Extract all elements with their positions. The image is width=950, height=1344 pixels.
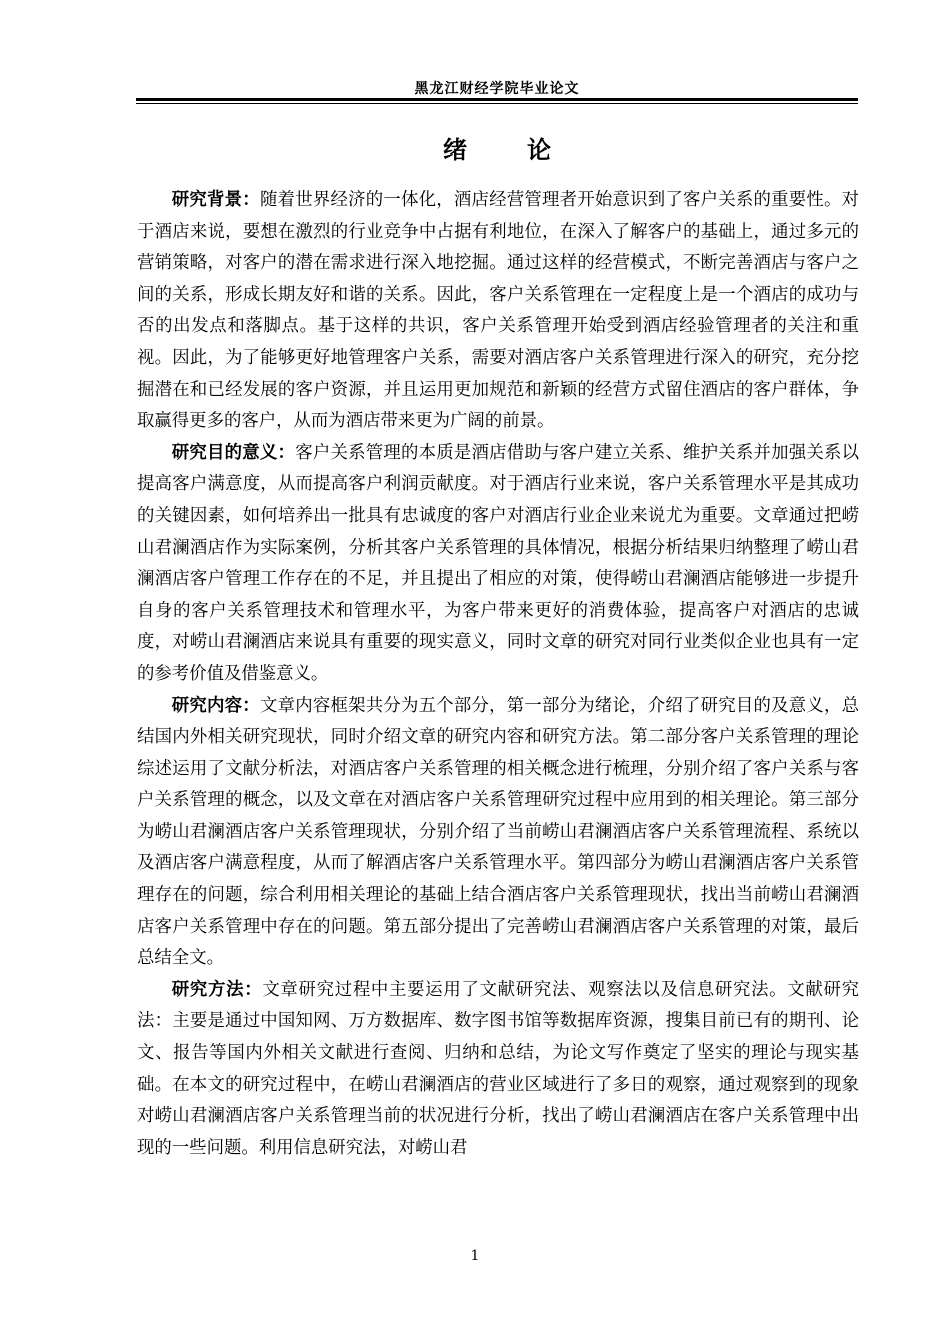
paragraph-lead: 研究方法： bbox=[171, 979, 263, 1000]
header-rule-thick bbox=[136, 98, 858, 101]
header-rule-thin bbox=[136, 103, 858, 104]
page-number: 1 bbox=[470, 1248, 480, 1264]
paragraph-lead: 研究内容： bbox=[171, 695, 260, 716]
paragraph-purpose bbox=[137, 438, 859, 691]
paragraph-lead: 研究目的意义： bbox=[171, 442, 296, 463]
body-text bbox=[137, 185, 859, 1164]
paragraph-content bbox=[137, 691, 859, 975]
paragraph-text: 客户关系管理的本质是酒店借助与客户建立关系、维护关系并加强关系以提高客户满意度，从而提高客户利润贡献度。对于酒店行业来说，客户关系管理水平是其成功的关键因素，如何培养出一批具有忠诚度的客户对酒店行业企业来说尤为重要。文章通过把崂山君澜酒店作为实际案例，分析其客户关系管理的具体情况，根据分析结果归纳整理了崂山君澜酒店客户管理工作存在的不足，并且提出了相应的对策，使得崂山君澜酒店能够进一步提升自身的客户关系管理技术和管理水平，为客户带来更好的消费体验，提高客户对酒店的忠诚度，对崂山君澜酒店来说具有重要的现实意义，同时文章的研究对同行业类似企业也具有一定的参考价值及借鉴意义。 bbox=[137, 442, 859, 684]
paragraph-lead: 研究背景： bbox=[171, 190, 260, 210]
chapter-title bbox=[136, 130, 858, 165]
running-header: 黑龙江财经学院毕业论文 bbox=[414, 81, 580, 97]
chapter-title-part2: 论 bbox=[527, 136, 551, 164]
paragraph-text: 文章内容框架共分为五个部分，第一部分为绪论，介绍了研究目的及意义，总结国内外相关研究现状，同时介绍文章的研究内容和研究方法。第二部分客户关系管理的理论综述运用了文献分析法，对酒店客户关系管理的相关概念进行梳理，分别介绍了客户关系与客户关系管理的概念，以及文章在对酒店客户关系管理研究过程中应用到的相关理论。第三部分为崂山君澜酒店客户关系管理现状，分别介绍了当前崂山君澜酒店客户关系管理流程、系统以及酒店客户满意程度，从而了解酒店客户关系管理水平。第四部分为崂山君澜酒店客户关系管理存在的问题，综合利用相关理论的基础上结合酒店客户关系管理现状，找出当前崂山君澜酒店客户关系管理中存在的问题。第五部分提出了完善崂山君澜酒店客户关系管理的对策，最后总结全文。 bbox=[137, 695, 859, 969]
paragraph-background bbox=[137, 185, 859, 438]
paragraph-text: 文章研究过程中主要运用了文献研究法、观察法以及信息研究法。文献研究法：主要是通过中国知网、万方数据库、数字图书馆等数据库资源，搜集目前已有的期刊、论文、报告等国内外相关文献进行查阅、归纳和总结，为论文写作奠定了坚实的理论与现实基础。在本文的研究过程中，在崂山君澜酒店的营业区域进行了多日的观察，通过观察到的现象对崂山君澜酒店客户关系管理当前的状况进行分析，找出了崂山君澜酒店在客户关系管理中出现的一些问题。利用信息研究法，对崂山君 bbox=[137, 979, 859, 1158]
paragraph-method bbox=[137, 975, 859, 1165]
chapter-title-part1: 绪 bbox=[443, 136, 467, 164]
paragraph-text: 随着世界经济的一体化，酒店经营管理者开始意识到了客户关系的重要性。对于酒店来说，要想在激烈的行业竞争中占据有利地位，在深入了解客户的基础上，通过多元的营销策略，对客户的潜在需求进行深入地挖掘。通过这样的经营模式，不断完善酒店与客户之间的关系，形成长期友好和谐的关系。因此，客户关系管理在一定程度上是一个酒店的成功与否的出发点和落脚点。基于这样的共识，客户关系管理开始受到酒店经验管理者的关注和重视。因此，为了能够更好地管理客户关系，需要对酒店客户关系管理进行深入的研究，充分挖掘潜在和已经发展的客户资源，并且运用更加规范和新颖的经营方式留住酒店的客户群体，争取赢得更多的客户，从而为酒店带来更为广阔的前景。 bbox=[137, 190, 859, 432]
